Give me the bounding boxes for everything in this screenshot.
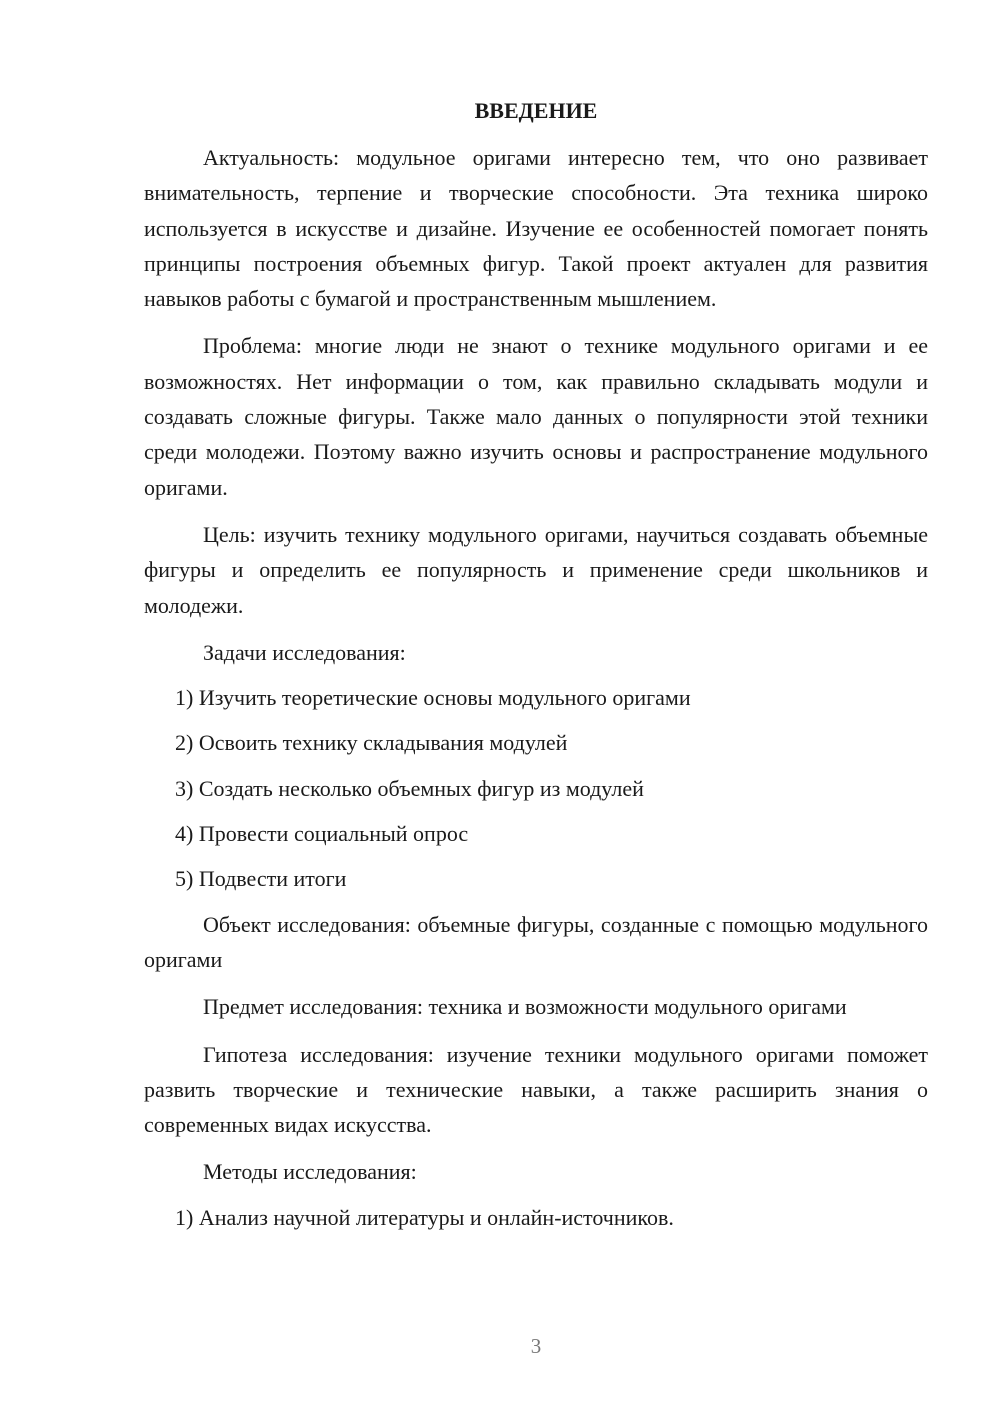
problem-paragraph: Проблема: многие люди не знают о технике модульного оригами и ее возможностях. Нет информации о том, как правильно складывать модули и создавать сложные фигуры. Также мало данных о популярности этой техники среди молодежи. Поэтому важно изучить основы и распространение модульного оригами.: [144, 333, 928, 500]
list-item: 1) Изучить теоретические основы модульного оригами: [175, 685, 691, 711]
list-item: 1) Анализ научной литературы и онлайн-источников.: [175, 1204, 674, 1230]
page-title: ВВЕДЕНИЕ: [474, 98, 598, 123]
list-item: 4) Провести социальный опрос: [175, 821, 469, 847]
hypothesis-paragraph: Гипотеза исследования: изучение техники модульного оригами поможет развить творческие и технические навыки, а также расширить знания о современных видах искусства.: [144, 1041, 928, 1138]
object-paragraph: Объект исследования: объемные фигуры, созданные с помощью модульного оригами: [144, 911, 928, 972]
document-page: [144, 96, 928, 1245]
tasks-heading: Задачи исследования:: [203, 639, 406, 665]
page-number: 3: [530, 1334, 542, 1358]
goal-paragraph: Цель: изучить технику модульного оригами, научиться создавать объемные фигуры и определить ее популярность и применение среди школьников и молодежи.: [144, 521, 928, 618]
list-item: 3) Создать несколько объемных фигур из модулей: [175, 775, 644, 801]
methods-heading: Методы исследования:: [203, 1159, 417, 1185]
methods-list: [144, 1200, 928, 1235]
subject-paragraph: Предмет исследования: техника и возможности модульного оригами: [203, 994, 847, 1020]
list-item: 2) Освоить технику складывания модулей: [175, 730, 568, 756]
tasks-list: [144, 680, 928, 896]
list-item: 5) Подвести итоги: [175, 866, 347, 892]
relevance-paragraph: Актуальность: модульное оригами интересно тем, что оно развивает внимательность, терпение и творческие способности. Эта техника широко используется в искусстве и дизайне. Изучение ее особенностей помогает понять принципы построения объемных фигур. Такой проект актуален для развития навыков работы с бумагой и пространственным мышлением.: [144, 145, 928, 312]
